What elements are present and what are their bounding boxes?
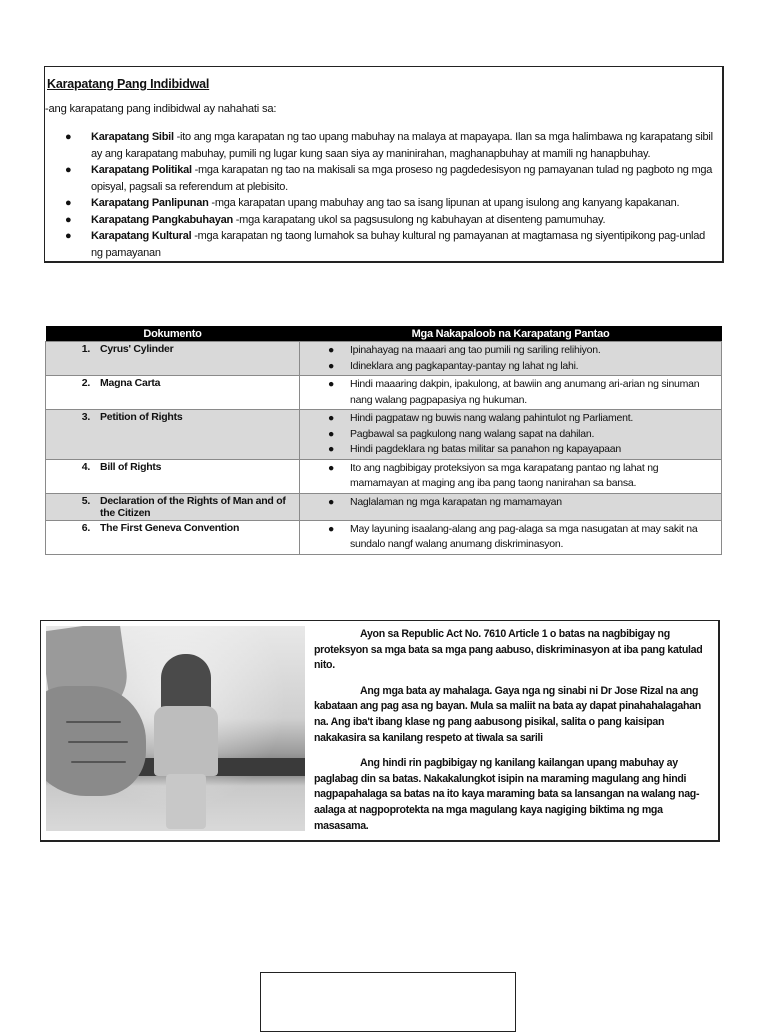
bullet-icon: ● bbox=[328, 495, 335, 508]
bullet-icon: ● bbox=[328, 344, 335, 356]
child-abuse-photo bbox=[46, 626, 305, 831]
right-text: Hindi pagdeklara ng batas militar sa panahon ng kapayapaan bbox=[350, 443, 621, 455]
rights-cell bbox=[300, 459, 722, 493]
paragraph: Ang hindi rin pagbibigay ng kanilang kailangan upang mabuhay ay paglabag din sa batas. Nakakalungkot isipin na maraming magulang ang hindi nagpapahalaga sa batas na ito kaya maraming bata sa lansangan na walang nag-aalaga at nagpoprotekta na mga magulang kaya nagiging biktima ng mga masasama. bbox=[314, 757, 700, 832]
list-item bbox=[300, 411, 721, 427]
document-name: Cyrus' Cylinder bbox=[100, 343, 174, 355]
bullet-icon: ● bbox=[328, 412, 335, 424]
right-description: -mga karapatan ng taong lumahok sa buhay kultural ng pamayanan at magtamasa ng siyentipikong pag-unlad ng pamayanan bbox=[91, 230, 705, 259]
right-text: Hindi pagpataw ng buwis nang walang pahintulot ng Parliament. bbox=[350, 412, 634, 424]
right-text: Idineklara ang pagkapantay-pantay ng lahat ng lahi. bbox=[350, 359, 579, 372]
document-name: The First Geneva Convention bbox=[100, 521, 240, 534]
row-number: 4. bbox=[81, 460, 90, 473]
list-item bbox=[45, 228, 715, 261]
rights-cell bbox=[300, 376, 722, 410]
bullet-icon: ● bbox=[65, 197, 72, 209]
right-text: Hindi maaaring dakpin, ipakulong, at bawiin ang anumang ari-arian ng sinuman nang walang pagpapasiya ng hukuman. bbox=[350, 378, 700, 406]
article-text bbox=[314, 627, 716, 844]
document-cell bbox=[46, 410, 300, 460]
bullet-icon: ● bbox=[328, 427, 335, 440]
list-item bbox=[300, 495, 721, 511]
document-cell bbox=[46, 376, 300, 410]
right-term: Karapatang Sibil bbox=[91, 131, 174, 143]
header-rights: Mga Nakapaloob na Karapatang Pantao bbox=[300, 326, 722, 342]
list-item bbox=[300, 359, 721, 375]
bullet-icon: ● bbox=[328, 359, 335, 372]
right-text: Naglalaman ng mga karapatan ng mamamayan bbox=[350, 495, 562, 508]
rights-list bbox=[45, 129, 715, 261]
paragraph: Ang mga bata ay mahalaga. Gaya nga ng sinabi ni Dr Jose Rizal na ang kabataan ang pag asa ng bayan. Mula sa maliit na bata ay dapat pinahahalagahan na. Ang iba't ibang klase ng pang aabusong pisikal, salita o pang kaisipan nakakasira sa kanilang respeto at tiwala sa sarili bbox=[314, 684, 701, 744]
document-cell bbox=[46, 493, 300, 520]
list-item bbox=[45, 195, 715, 212]
individual-rights-box bbox=[44, 66, 724, 263]
bullet-icon: ● bbox=[328, 461, 335, 474]
right-description: -mga karapatang ukol sa pagsusulong ng kabuhayan at disenteng pamumuhay. bbox=[232, 213, 606, 226]
right-description: -ito ang mga karapatan ng tao upang mabuhay na malaya at mapayapa. Ilan sa mga halimbawa ng karapatang sibil ay ang karapatang mabuhay, pumili ng lugar kung saan siya ay maninirahan, maghanapbuhay at mamili ng hanapbuhay. bbox=[91, 131, 713, 160]
right-term: Karapatang Panlipunan bbox=[91, 197, 209, 209]
document-name: Declaration of the Rights of Man and of the Citizen bbox=[100, 494, 286, 519]
right-description: -mga karapatan ng tao na makisali sa mga proseso ng pagdedesisyon ng pamayanan tulad ng pagboto ng mga opisyal, pagsali sa referendum at plebisito. bbox=[91, 164, 713, 193]
document-cell bbox=[46, 342, 300, 376]
bullet-icon: ● bbox=[328, 522, 335, 535]
right-term: Karapatang Politikal bbox=[91, 164, 192, 176]
list-item bbox=[45, 212, 715, 229]
rights-cell bbox=[300, 520, 722, 554]
document-name: Magna Carta bbox=[100, 377, 161, 389]
right-term: Karapatang Pangkabuhayan bbox=[91, 213, 233, 226]
document-name: Petition of Rights bbox=[100, 411, 183, 423]
row-number: 6. bbox=[81, 521, 90, 534]
bullet-icon: ● bbox=[328, 378, 335, 390]
list-item bbox=[300, 427, 721, 443]
right-text: Pagbawal sa pagkulong nang walang sapat na dahilan. bbox=[350, 427, 595, 440]
rights-cell bbox=[300, 410, 722, 460]
table-header-row bbox=[46, 326, 722, 342]
document-name: Bill of Rights bbox=[100, 460, 162, 473]
bullet-icon: ● bbox=[65, 230, 72, 242]
right-term: Karapatang Kultural bbox=[91, 230, 192, 242]
list-item bbox=[300, 522, 721, 553]
list-item bbox=[300, 377, 721, 408]
table-row bbox=[46, 520, 722, 554]
rights-cell bbox=[300, 342, 722, 376]
right-text: Ito ang nagbibigay proteksiyon sa mga karapatang pantao ng lahat ng mamamayan at maging ang iba pang taong nanirahan sa bansa. bbox=[350, 461, 659, 489]
table-row bbox=[46, 376, 722, 410]
right-text: May layuning isaalang-alang ang pag-alaga sa mga nasugatan at may sakit na sundalo nang‌f walang anumang diskriminasyon. bbox=[350, 522, 698, 550]
table-row bbox=[46, 342, 722, 376]
row-number: 1. bbox=[81, 343, 90, 355]
row-number: 5. bbox=[81, 494, 90, 507]
list-item bbox=[300, 343, 721, 359]
table-row bbox=[46, 459, 722, 493]
document-cell bbox=[46, 459, 300, 493]
rights-cell bbox=[300, 493, 722, 520]
table-row bbox=[46, 410, 722, 460]
header-document: Dokumento bbox=[46, 326, 300, 342]
bullet-icon: ● bbox=[65, 164, 72, 176]
table-row bbox=[46, 493, 722, 520]
right-description: -mga karapatan upang mabuhay ang tao sa isang lipunan at upang isulong ang kanyang kapakanan. bbox=[208, 197, 680, 209]
document-cell bbox=[46, 520, 300, 554]
list-item bbox=[300, 461, 721, 492]
section-intro: -ang karapatang pang indibidwal ay nahahati sa: bbox=[45, 103, 277, 115]
paragraph: Ayon sa Republic Act No. 7610 Article 1 o batas na nagbibigay ng proteksyon sa mga bata sa mga pang aabuso, diskriminasyon at iba pang katulad nito. bbox=[314, 628, 703, 672]
right-text: Ipinahayag na maaari ang tao pumili ng sariling relihiyon. bbox=[350, 344, 601, 356]
row-number: 2. bbox=[81, 377, 90, 389]
bullet-icon: ● bbox=[328, 443, 335, 455]
bullet-icon: ● bbox=[65, 213, 72, 226]
human-rights-documents-table bbox=[45, 326, 722, 555]
empty-box bbox=[260, 972, 516, 1032]
list-item bbox=[45, 129, 715, 162]
list-item bbox=[300, 442, 721, 458]
bullet-icon: ● bbox=[65, 131, 72, 143]
row-number: 3. bbox=[81, 411, 90, 423]
child-protection-box bbox=[40, 620, 720, 842]
list-item bbox=[45, 162, 715, 195]
section-title: Karapatang Pang Indibidwal bbox=[47, 77, 210, 91]
